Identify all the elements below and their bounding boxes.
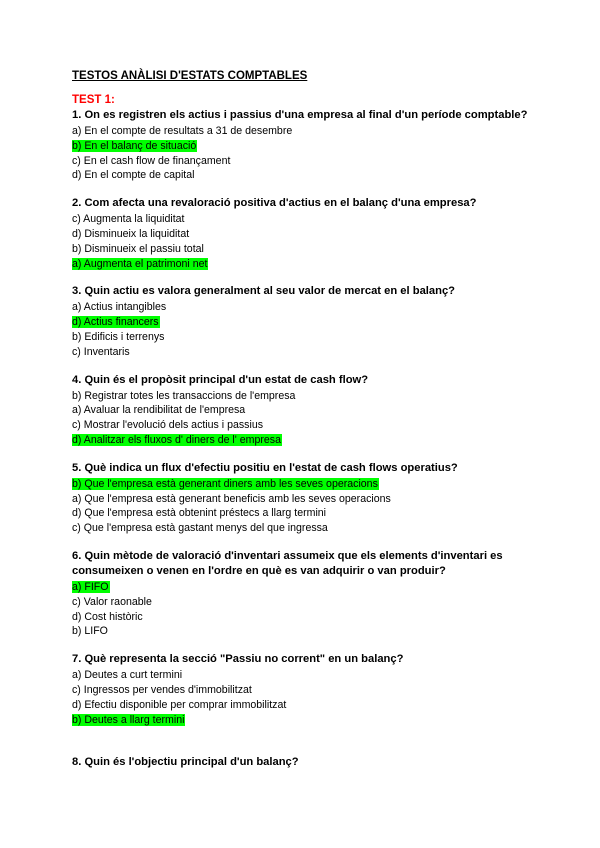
question-block <box>72 284 560 359</box>
question-text: 7. Què representa la secció "Passiu no corrent" en un balanç? <box>72 653 404 666</box>
answer-option-text: d) Actius financers <box>72 316 159 329</box>
answer-option <box>72 389 560 404</box>
answer-option-text: c) Ingressos per vendes d'immobilitzat <box>72 683 252 696</box>
answer-option-text: c) Inventaris <box>72 345 130 358</box>
answer-option <box>72 506 560 521</box>
answer-option <box>72 403 560 418</box>
answer-option-text: a) Avaluar la rendibilitat de l'empresa <box>72 404 246 417</box>
answer-option <box>72 154 560 169</box>
answer-option <box>72 242 560 257</box>
answer-option-text: b) Edificis i terrenys <box>72 330 165 343</box>
question-text: 1. On es registren els actius i passius d'una empresa al final d'un període comptable? <box>72 109 528 121</box>
answer-option-text: a) En el compte de resultats a 31 de desembre <box>72 125 293 137</box>
answer-option-text: d) En el compte de capital <box>72 169 195 182</box>
answer-option <box>72 124 560 139</box>
test-label: TEST 1: <box>72 94 115 106</box>
question-text: 3. Quin actiu es valora generalment al seu valor de mercat en el balanç? <box>72 285 456 298</box>
answer-option-correct <box>72 433 560 448</box>
answer-option <box>72 168 560 183</box>
answer-option-correct <box>72 139 560 154</box>
answer-option-text: d) Cost històric <box>72 610 143 623</box>
answer-option-text: b) LIFO <box>72 625 108 638</box>
answer-option-text: c) Que l'empresa està gastant menys del que ingressa <box>72 522 328 535</box>
answer-option <box>72 330 560 345</box>
answer-option <box>72 345 560 360</box>
document-title: TESTOS ANÀLISI D'ESTATS COMPTABLES <box>72 70 308 82</box>
answer-option <box>72 418 560 433</box>
question-block <box>72 196 560 271</box>
answer-option-text: a) Actius intangibles <box>72 301 167 314</box>
answer-option <box>72 595 560 610</box>
answer-option <box>72 698 560 713</box>
answer-option-text: a) Augmenta el patrimoni net <box>72 257 208 270</box>
answer-option <box>72 300 560 315</box>
answer-option-text: b) Registrar totes les transaccions de l'empresa <box>72 389 296 402</box>
answer-option-text: a) Que l'empresa està generant beneficis amb les seves operacions <box>72 492 391 505</box>
answer-option <box>72 610 560 625</box>
answer-option-text: d) Analitzar els fluxos d' diners de l' empresa <box>72 433 281 446</box>
answer-option <box>72 212 560 227</box>
answer-option-correct <box>72 713 560 728</box>
question-text: 2. Com afecta una revaloració positiva d'actius en el balanç d'una empresa? <box>72 197 477 210</box>
question-block <box>72 461 560 536</box>
answer-option-correct <box>72 315 560 330</box>
answer-option <box>72 227 560 242</box>
question-text: 5. Què indica un flux d'efectiu positiu en l'estat de cash flows operatius? <box>72 461 458 474</box>
answer-option <box>72 624 560 639</box>
answer-option-text: b) Deutes a llarg termini <box>72 713 185 726</box>
answer-option-correct <box>72 477 560 492</box>
answer-option-text: c) Valor raonable <box>72 595 152 608</box>
question-block <box>72 373 560 448</box>
answer-option-text: b) Que l'empresa està generant diners amb les seves operacions <box>72 477 378 490</box>
answer-option-text: c) Augmenta la liquiditat <box>72 213 185 226</box>
answer-option-text: a) Deutes a curt termini <box>72 669 183 682</box>
question-text: 6. Quin mètode de valoració d'inventari assumeix que els elements d'inventari es consumeixen o venen en l'ordre en què es van adquirir o van produir? <box>72 549 503 577</box>
answer-option-text: b) Disminueix el passiu total <box>72 242 204 255</box>
question-list <box>72 108 560 770</box>
answer-option-text: b) En el balanç de situació <box>72 139 197 152</box>
answer-option <box>72 668 560 683</box>
answer-option-correct <box>72 257 560 272</box>
answer-option-text: c) Mostrar l'evolució dels actius i passius <box>72 419 264 432</box>
answer-option-text: d) Que l'empresa està obtenint préstecs a llarg termini <box>72 507 327 520</box>
answer-option-text: d) Efectiu disponible per comprar immobilitzat <box>72 698 287 711</box>
question-text: 4. Quin és el propòsit principal d'un estat de cash flow? <box>72 373 369 386</box>
question-block <box>72 108 560 183</box>
answer-option <box>72 521 560 536</box>
answer-option-text: a) FIFO <box>72 580 109 593</box>
answer-option <box>72 683 560 698</box>
question-block <box>72 652 560 727</box>
question-text: 8. Quin és l'objectiu principal d'un balanç? <box>72 756 299 769</box>
question-block <box>72 549 560 639</box>
answer-option-text: c) En el cash flow de finançament <box>72 154 231 167</box>
question-block <box>72 755 560 770</box>
answer-option-text: d) Disminueix la liquiditat <box>72 227 190 240</box>
answer-option-correct <box>72 580 560 595</box>
answer-option <box>72 492 560 507</box>
